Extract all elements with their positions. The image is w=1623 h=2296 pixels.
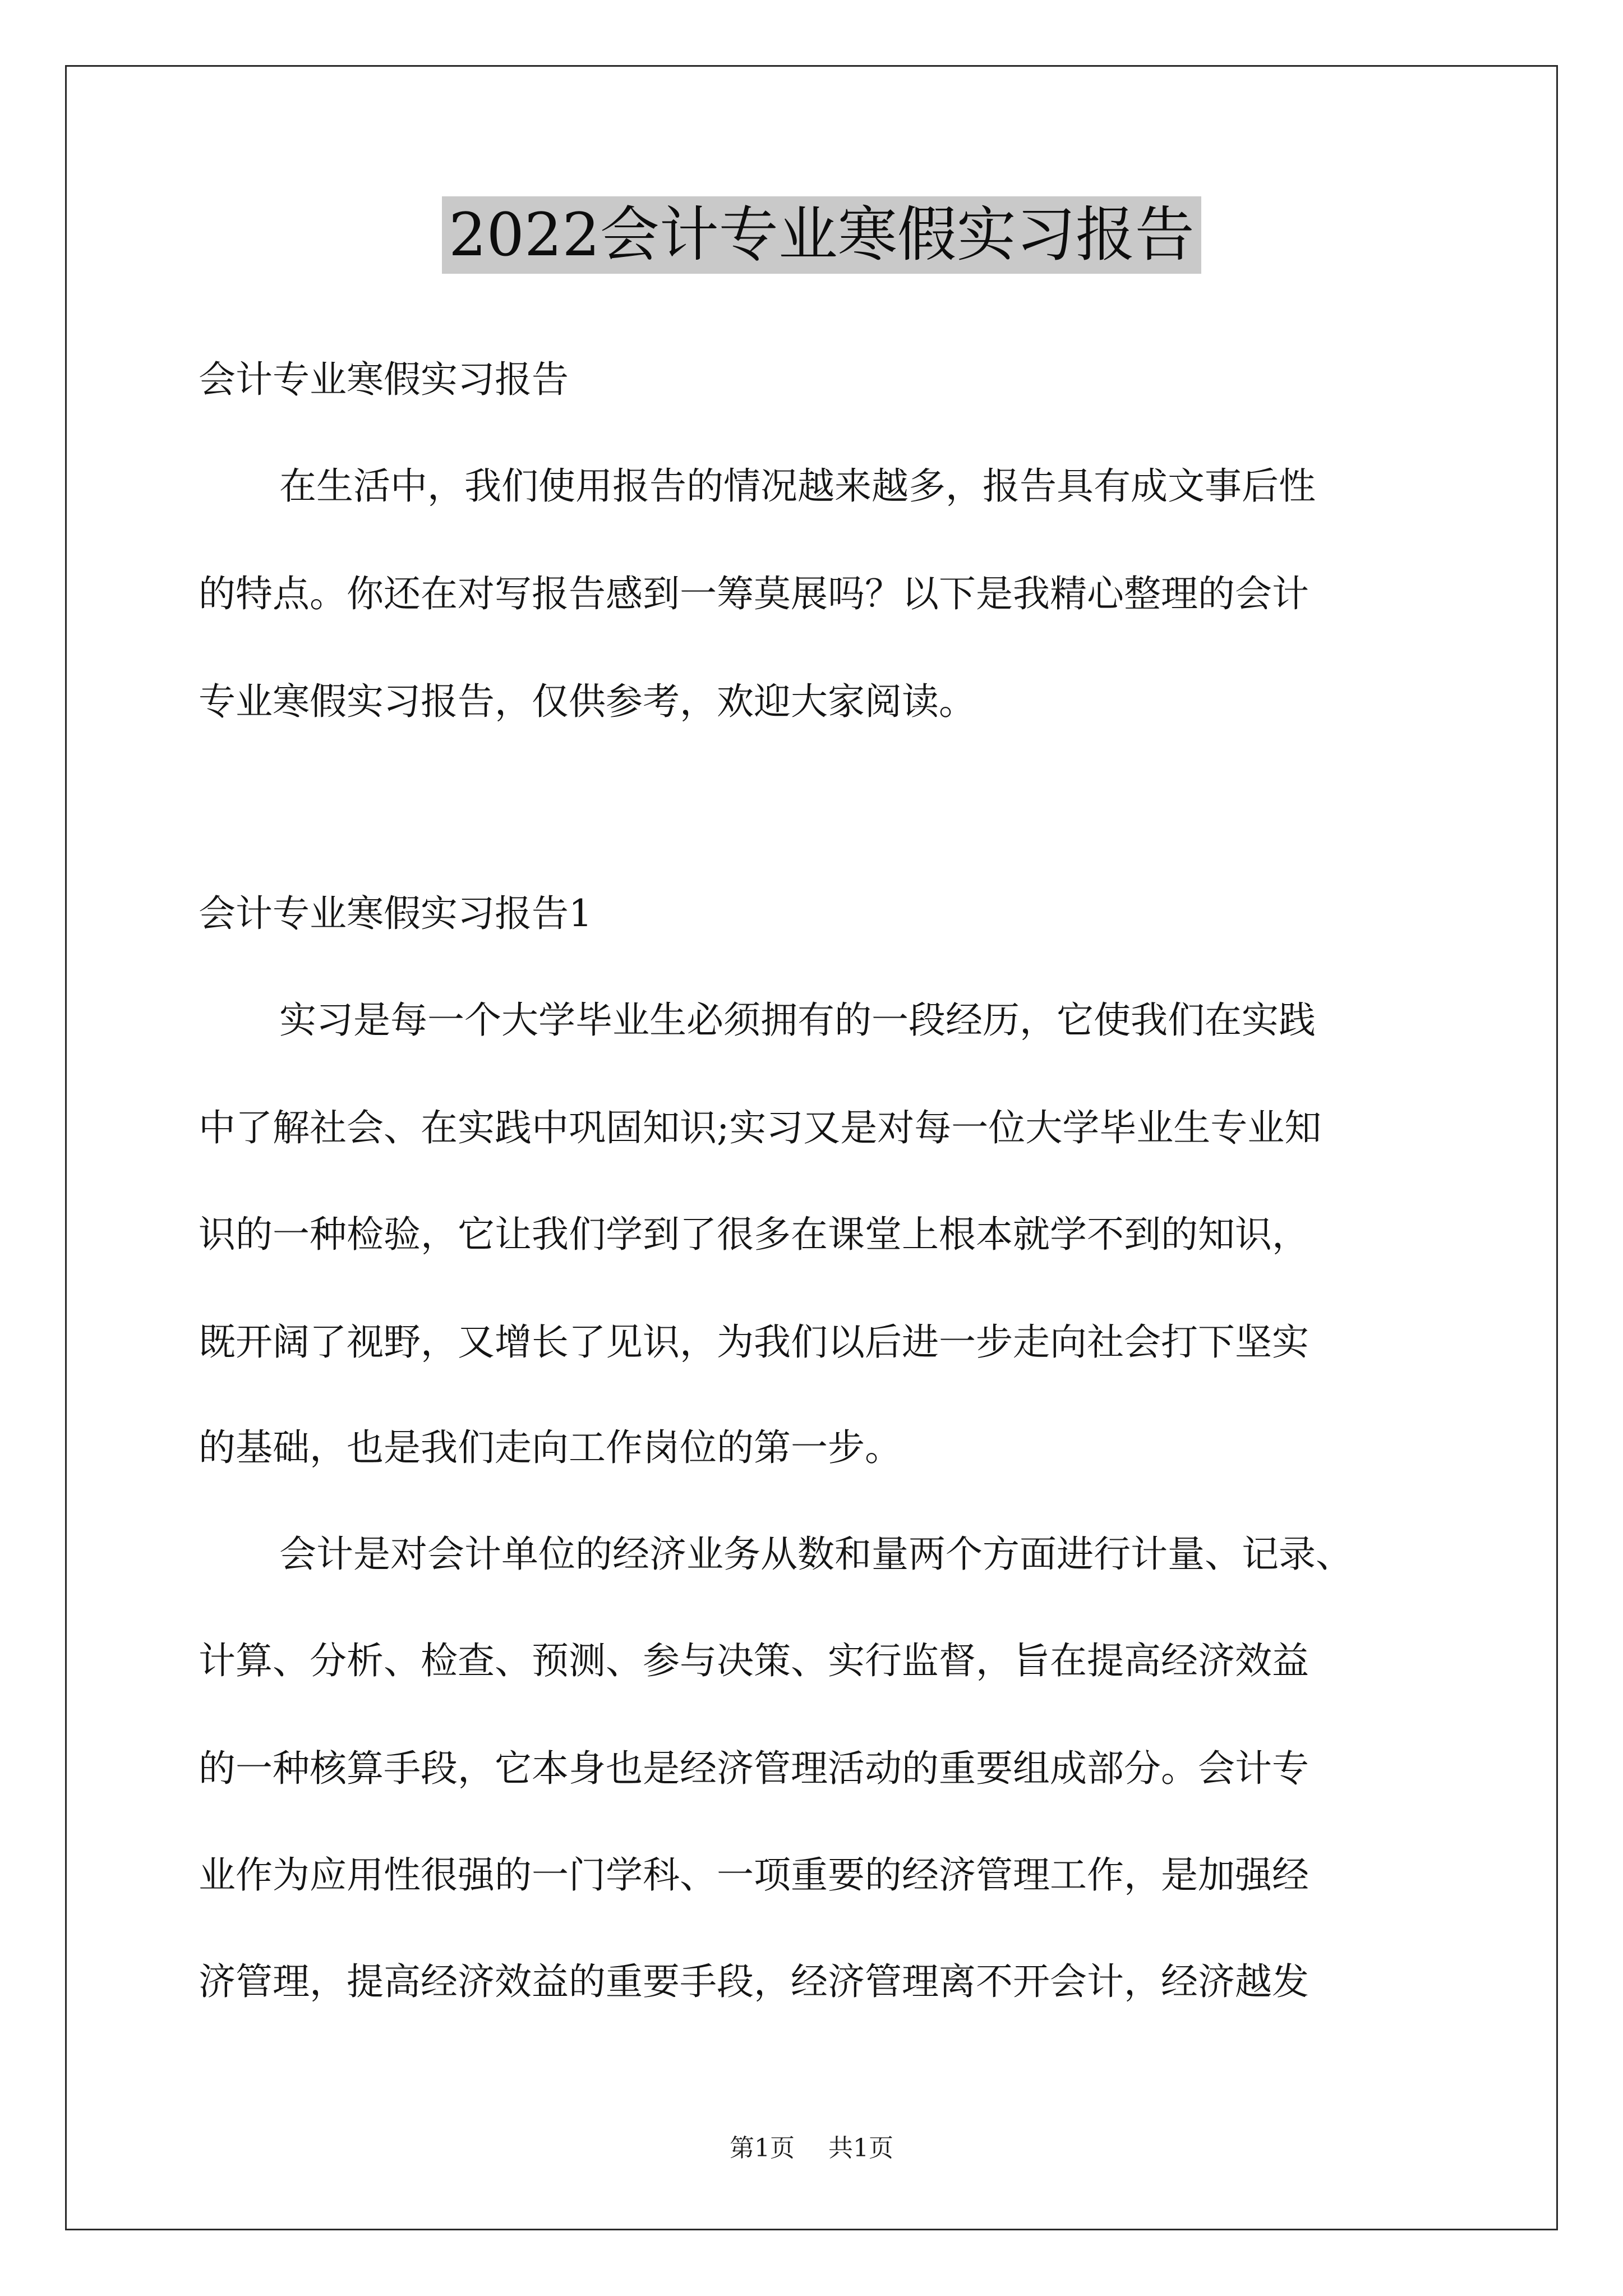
page-footer (0, 2132, 1623, 2165)
paragraph1-line-5: 的基础，也是我们走向工作岗位的第一步。 (199, 1426, 902, 1469)
paragraph1-line-1: 实习是每一个大学毕业生必须拥有的一段经历，它使我们在实践 (279, 999, 1316, 1042)
paragraph2-line-4: 业作为应用性很强的一门学科、一项重要的经济管理工作，是加强经 (199, 1853, 1309, 1897)
document-subtitle: 会计专业寒假实习报告 (199, 358, 569, 401)
paragraph1-line-4: 既开阔了视野，又增长了见识，为我们以后进一步走向社会打下坚实 (199, 1320, 1309, 1364)
intro-line-2: 的特点。你还在对写报告感到一筹莫展吗？以下是我精心整理的会计 (199, 572, 1309, 615)
section-heading: 会计专业寒假实习报告1 (199, 892, 592, 935)
paragraph2-line-2: 计算、分析、检查、预测、参与决策、实行监督，旨在提高经济效益 (199, 1639, 1309, 1682)
paragraph1-line-2: 中了解社会、在实践中巩固知识;实习又是对每一位大学毕业生专业知 (199, 1106, 1322, 1149)
paragraph2-line-3: 的一种核算手段，它本身也是经济管理活动的重要组成部分。会计专 (199, 1747, 1309, 1790)
paragraph2-line-5: 济管理，提高经济效益的重要手段，经济管理离不开会计，经济越发 (199, 1960, 1309, 2003)
paragraph1-line-3: 识的一种检验，它让我们学到了很多在课堂上根本就学不到的知识， (199, 1213, 1309, 1256)
page-number-current: 第1页 (730, 2134, 795, 2162)
intro-line-1: 在生活中，我们使用报告的情况越来越多，报告具有成文事后性 (279, 464, 1316, 508)
document-title: 2022会计专业寒假实习报告 (442, 196, 1201, 274)
paragraph2-line-1: 会计是对会计单位的经济业务从数和量两个方面进行计量、记录、 (279, 1533, 1353, 1576)
intro-line-3: 专业寒假实习报告，仅供参考，欢迎大家阅读。 (199, 680, 976, 723)
page-number-total: 共1页 (828, 2134, 893, 2162)
